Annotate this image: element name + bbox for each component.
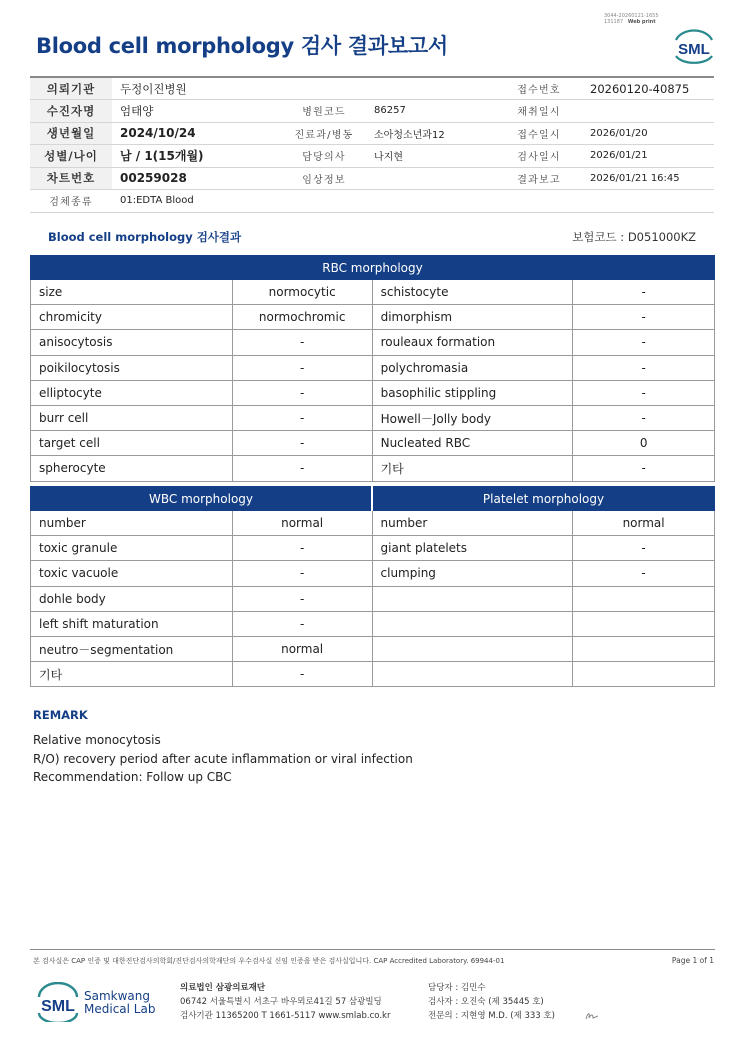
footer-divider <box>30 949 715 950</box>
table-row <box>31 536 715 561</box>
specimen-type: 01:EDTA Blood <box>112 190 714 213</box>
info-label: 담당의사 <box>282 145 366 168</box>
test-result: - <box>232 380 372 405</box>
info-label: 검사일시 <box>496 145 582 168</box>
table-row <box>31 636 715 661</box>
svg-text:SML: SML <box>678 41 710 58</box>
platelet-header: Platelet morphology <box>372 487 714 511</box>
test-result: - <box>232 536 372 561</box>
test-name <box>372 611 573 636</box>
sex-age: 남 / 1(15개월) <box>112 145 282 168</box>
table-row <box>31 586 715 611</box>
info-label: 성별/나이 <box>30 145 112 168</box>
info-label: 검체종류 <box>30 190 112 213</box>
sml-logo-icon <box>672 26 716 64</box>
lab-name: Samkwang Medical Lab <box>84 989 156 1016</box>
sml-footer-logo-icon <box>36 982 80 1022</box>
remark-line: Recommendation: Follow up CBC <box>33 770 232 784</box>
info-row <box>30 77 714 100</box>
info-label: 채취일시 <box>496 100 582 123</box>
info-row <box>30 190 714 213</box>
table-row <box>31 511 715 536</box>
info-label: 임상정보 <box>282 167 366 190</box>
test-name: number <box>31 511 233 536</box>
table-row <box>31 662 715 687</box>
test-name: Nucleated RBC <box>372 431 573 456</box>
test-name: number <box>372 511 573 536</box>
test-name: size <box>31 280 233 305</box>
department: 소아청소년과12 <box>366 122 496 145</box>
test-result: - <box>573 536 715 561</box>
test-result: - <box>232 561 372 586</box>
hospital-code: 86257 <box>366 100 496 123</box>
test-name: poikilocytosis <box>31 355 233 380</box>
test-result: - <box>573 561 715 586</box>
rbc-morphology-table <box>30 255 715 482</box>
test-result: - <box>232 611 372 636</box>
signature-icon <box>584 1010 600 1022</box>
test-name: elliptocyte <box>31 380 233 405</box>
insurance-code: 보험코드 : D051000KZ <box>572 230 696 244</box>
info-label: 접수일시 <box>496 122 582 145</box>
test-result: 0 <box>573 431 715 456</box>
accreditation-note: 본 검사실은 CAP 인증 및 대한진단검사의학회/진단검사의학재단의 우수검사실 신임 인증을 받은 검사실입니다. CAP Accredited Laboratory. 69944-01 <box>33 957 505 965</box>
test-result: - <box>573 456 715 481</box>
test-result: - <box>232 355 372 380</box>
table-row <box>31 280 715 305</box>
test-name: chromicity <box>31 305 233 330</box>
staff-info: 담당자 : 김민수 검사자 : 오진숙 (제 35445 호) 전문의 : 지현영 M.D. (제 333 호) <box>428 983 555 1021</box>
test-name: toxic granule <box>31 536 233 561</box>
accession-number: 20260120-40875 <box>582 77 714 100</box>
info-label: 의뢰기관 <box>30 77 112 100</box>
test-date: 2026/01/21 <box>582 145 714 168</box>
test-result <box>573 586 715 611</box>
info-row <box>30 100 714 123</box>
test-result: - <box>232 662 372 687</box>
received-date: 2026/01/20 <box>582 122 714 145</box>
test-name: rouleaux formation <box>372 330 573 355</box>
test-result: - <box>232 330 372 355</box>
table-row <box>31 330 715 355</box>
organization-info: 의료법인 삼광의료재단 06742 서울특별시 서초구 바우뫼로41길 57 삼광빌딩 검사기관 11365200 T 1661-5117 www.smlab.co.kr <box>180 983 391 1021</box>
test-result: - <box>573 280 715 305</box>
remark-text <box>33 731 413 787</box>
test-name: 기타 <box>372 456 573 481</box>
section-title: Blood cell morphology 검사결과 <box>48 230 242 244</box>
test-name: burr cell <box>31 405 233 430</box>
test-name: polychromasia <box>372 355 573 380</box>
test-name: neutro－segmentation <box>31 636 233 661</box>
info-row <box>30 122 714 145</box>
remark-heading: REMARK <box>33 708 88 722</box>
birth-date: 2024/10/24 <box>112 122 282 145</box>
test-result: - <box>232 431 372 456</box>
test-result: normal <box>232 636 372 661</box>
info-label: 병원코드 <box>282 100 366 123</box>
test-name: schistocyte <box>372 280 573 305</box>
test-name: anisocytosis <box>31 330 233 355</box>
info-label: 수진자명 <box>30 100 112 123</box>
collection-date <box>582 100 714 123</box>
table-row <box>31 355 715 380</box>
table-row <box>31 611 715 636</box>
page-title: Blood cell morphology 검사 결과보고서 <box>36 34 448 58</box>
test-result: - <box>573 355 715 380</box>
table-row <box>31 431 715 456</box>
page-number: Page 1 of 1 <box>671 956 714 965</box>
test-result: - <box>232 405 372 430</box>
test-result: - <box>232 586 372 611</box>
test-name: toxic vacuole <box>31 561 233 586</box>
print-meta: 3044-20260121-1655 131187 Web print <box>604 13 659 25</box>
test-name: dimorphism <box>372 305 573 330</box>
test-name: Howell－Jolly body <box>372 405 573 430</box>
svg-text:SML: SML <box>41 998 75 1015</box>
wbc-platelet-table <box>30 486 715 687</box>
test-result: normocytic <box>232 280 372 305</box>
patient-name: 엄태양 <box>112 100 282 123</box>
test-name: basophilic stippling <box>372 380 573 405</box>
info-label: 접수번호 <box>496 77 582 100</box>
test-name: spherocyte <box>31 456 233 481</box>
info-label: 차트번호 <box>30 167 112 190</box>
rbc-header: RBC morphology <box>31 256 715 280</box>
test-result: - <box>232 456 372 481</box>
table-row <box>31 405 715 430</box>
info-row <box>30 145 714 168</box>
test-result <box>573 662 715 687</box>
info-label: 결과보고 <box>496 167 582 190</box>
chart-number: 00259028 <box>112 167 282 190</box>
wbc-header: WBC morphology <box>31 487 373 511</box>
clinical-info <box>366 167 496 190</box>
table-row <box>31 380 715 405</box>
table-row <box>31 561 715 586</box>
test-result: - <box>573 330 715 355</box>
test-result: - <box>573 405 715 430</box>
remark-line: R/O) recovery period after acute inflammation or viral infection <box>33 751 413 766</box>
patient-info-table <box>30 76 714 213</box>
test-result: - <box>573 380 715 405</box>
test-name: clumping <box>372 561 573 586</box>
info-label: 진료과/병동 <box>282 122 366 145</box>
info-row <box>30 167 714 190</box>
test-name: 기타 <box>31 662 233 687</box>
test-name <box>372 636 573 661</box>
test-result: normal <box>232 511 372 536</box>
test-result: - <box>573 305 715 330</box>
table-row <box>31 305 715 330</box>
test-name: target cell <box>31 431 233 456</box>
remark-line: Relative monocytosis <box>33 733 161 747</box>
table-row <box>31 456 715 481</box>
test-result <box>573 611 715 636</box>
info-label: 생년월일 <box>30 122 112 145</box>
requesting-institution: 두정이진병원 <box>112 77 496 100</box>
test-name <box>372 662 573 687</box>
test-name: dohle body <box>31 586 233 611</box>
test-result: normochromic <box>232 305 372 330</box>
test-name: left shift maturation <box>31 611 233 636</box>
test-result <box>573 636 715 661</box>
test-name <box>372 586 573 611</box>
test-result: normal <box>573 511 715 536</box>
report-date: 2026/01/21 16:45 <box>582 167 714 190</box>
test-name: giant platelets <box>372 536 573 561</box>
physician: 나지현 <box>366 145 496 168</box>
